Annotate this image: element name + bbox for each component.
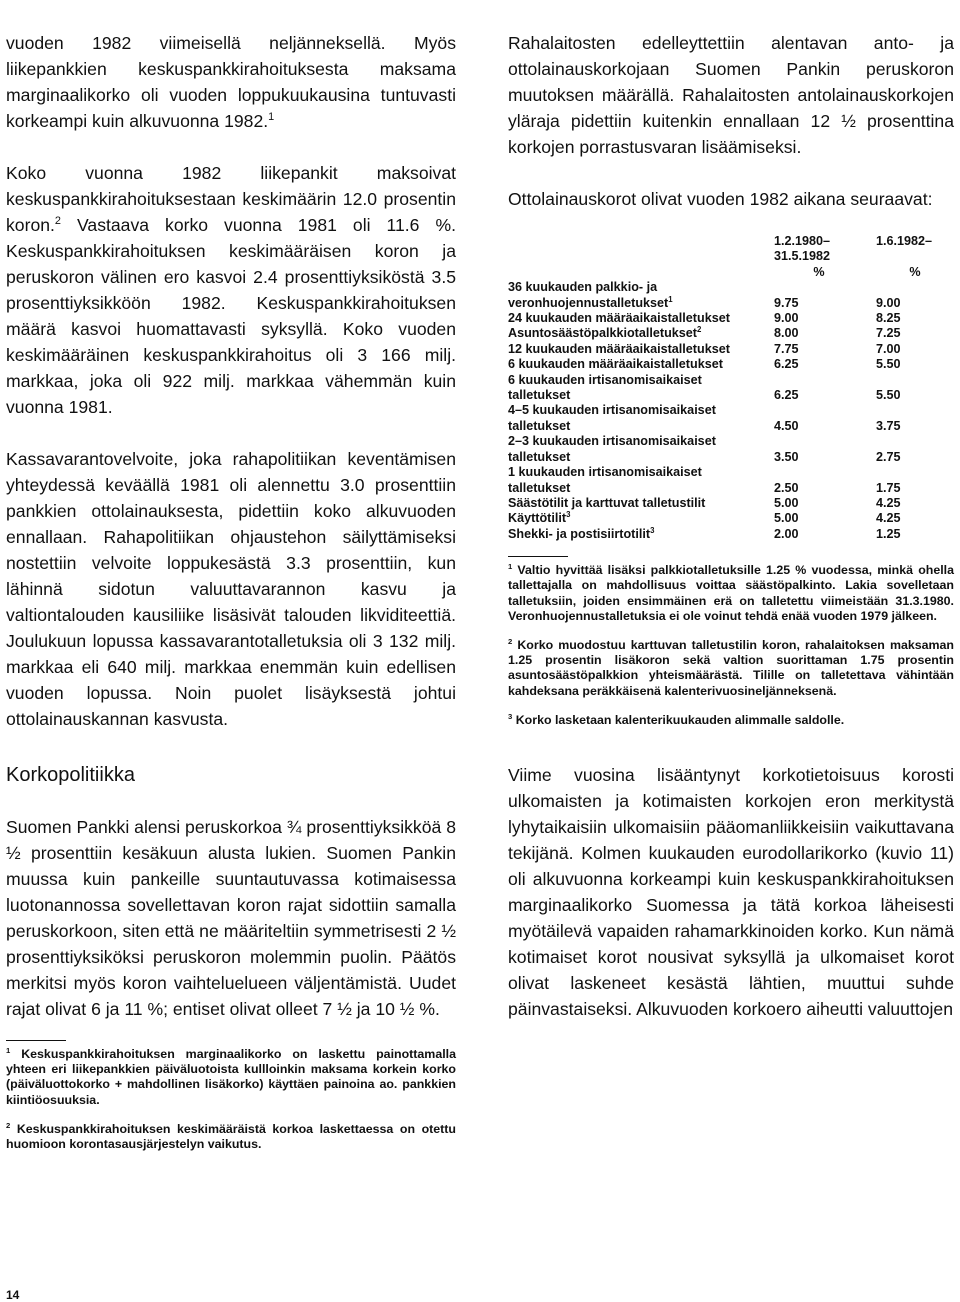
table-row-label-text: 6 kuukauden määräaikaistalletukset [508,357,723,372]
table-row-label [508,527,766,542]
table-row [508,511,954,526]
table-cell-rate-period-2: 4.25 [876,495,901,510]
table-row-label-text: Säästötilit ja karttuvat talletustilit [508,495,706,510]
table-row-label [508,326,766,341]
table-cell-rate-period-1: 4.50 [774,418,799,433]
right-column [508,30,954,1022]
table-header-row [508,234,954,265]
left-footnote-2-number: 2 [6,1120,11,1130]
table-cell-rate-period-1: 9.00 [774,311,799,326]
table-row-footnote-ref: 1 [668,294,673,304]
table-row [508,326,954,341]
right-footnote-1 [508,563,954,624]
table-row-label [508,280,766,311]
footnote-separator [6,1040,66,1041]
deposit-rates-table [508,234,954,542]
right-paragraph-2: Ottolainauskorot olivat vuoden 1982 aikana seuraavat: [508,189,933,209]
footnote-ref-2: 2 [54,215,61,228]
table-cell-rate-period-1: 5.00 [774,511,799,526]
table-cell-rate-period-2: 2.75 [876,449,901,464]
table-unit-1: % [813,264,825,279]
table-row-footnote-ref: 3 [650,525,655,535]
table-cell-rate-period-1: 2.00 [774,526,799,541]
table-cell-rate-period-1: 6.25 [774,388,799,403]
table-cell-rate-period-2: 4.25 [876,511,901,526]
table-cell-rate-period-1: 3.50 [774,449,799,464]
table-cell-rate-period-1: 7.75 [774,341,799,356]
table-row [508,373,954,404]
page-number: 14 [6,1288,20,1302]
table-cell-rate-period-2: 3.75 [876,418,901,433]
table-cell-rate-period-2: 8.25 [876,311,901,326]
right-footnote-3-number: 3 [508,711,513,721]
table-cell-rate-period-1: 8.00 [774,326,799,341]
table-row [508,403,954,434]
table-row-label-text: 24 kuukauden määräaikaistalletukset [508,311,730,326]
table-row [508,434,954,465]
left-paragraph-1 [6,30,456,134]
table-row-label-text: Asuntosäästöpalkkiotalletukset [508,326,697,341]
table-cell-rate-period-2: 5.50 [876,357,901,372]
table-row-footnote-ref: 2 [696,325,702,335]
table-row-label [508,511,766,526]
table-header-period-1: 1.2.1980– 31.5.1982 [774,234,831,264]
left-paragraph-3: Kassavarantovelvoite, joka rahapolitiikan keventämisen yhteydessä keväällä 1981 oli alennettu 3.0 prosenttiin pankkien ottolainauksesta, pidettiin koko alkuvuoden ennallaan. Rahapolitiikan ohjaustehon säilyttämiseksi nostettiin velvoite loppukesästä 3.3 prosenttiin, kun lähinnä sidotun valuuttavarannon kasvu ja valtiontalouden kausiliike lisäsivät talouden likviditeettiä. Joulukuun lopussa kassavarantotalletuksia oli 3 132 milj. markkaa eli 640 milj. markkaa enemmän kuin edellisen vuoden lopussa. Noin puolet lisäyksestä johtui ottolainauskannan kasvusta. [6,449,456,729]
table-cell-rate-period-2: 7.00 [876,341,901,356]
table-row-label-text: 1 kuukauden irtisanomisaikaiset talletukset [508,465,702,495]
table-cell-rate-period-2: 9.00 [876,295,901,310]
left-footnote-1 [6,1047,456,1108]
table-row [508,496,954,511]
left-paragraph-2 [6,160,456,420]
table-row-label [508,311,766,326]
deposit-rates-table-body [508,234,954,542]
table-row [508,527,954,542]
table-row [508,357,954,372]
right-footnote-2 [508,638,954,699]
table-row-label [508,434,766,465]
table-row-label-text: Shekki- ja postisiirtotilit [508,526,651,541]
table-cell-rate-period-2: 1.75 [876,480,901,495]
right-footnote-3-text: Korko lasketaan kalenterikuukauden alimmalle saldolle. [512,712,845,727]
left-footnote-2-text: Keskuspankkirahoituksen keskimääräistä korkoa laskettaessa on otettu huomioon korontasausjärjestelyn vaikutus. [6,1121,456,1152]
table-cell-rate-period-1: 5.00 [774,495,799,510]
table-unit-row [508,265,954,280]
table-header-label [508,234,766,265]
section-heading: Korkopolitiikka [6,764,135,786]
table-header-period-2: 1.6.1982– [876,234,933,248]
right-footnote-2-number: 2 [508,636,513,646]
table-row [508,465,954,496]
table-row-label-text: 12 kuukauden määräaikaistalletukset [508,341,730,356]
right-footnote-2-text: Korko muodostuu karttuvan talletustilin koron, rahalaitoksen maksaman 1.25 prosentin lisäkoron sekä valtion suorittaman 1.75 prosentin asuntosäästöpalkkion yhteismäärästä. Tilille on talletettava vähintään kahdeksana peräkkäisenä kalenterivuosineljänneksenä. [508,637,954,698]
table-unit-label [508,265,766,280]
table-row-label [508,357,766,372]
table-row-label [508,403,766,434]
left-paragraph-2-text-b: Vastaava korko vuonna 1981 oli 11.6 %. Keskuspankkirahoituksen keskimääräisen koron ja peruskoron välinen ero kasvoi 2.4 prosenttiyksiköstä 3.5 prosenttiyksikköön 1982. Keskuspankkirahoituksen määrä kasvoi huomattavasti syksyllä. Koko vuoden keskimääräinen keskuspankkirahoitus oli 3 166 milj. markkaa, joka oli 922 milj. markkaa vähemmän kuin vuonna 1981. [6,215,456,417]
footnote-ref-1: 1 [268,111,275,124]
table-cell-rate-period-2: 1.25 [876,526,901,541]
table-row [508,342,954,357]
table-row-label-text: 2–3 kuukauden irtisanomisaikaiset talletukset [508,434,716,464]
right-paragraph-1: Rahalaitosten edelleyttettiin alentavan anto- ja ottolainauskorkojaan Suomen Pankin peruskoron muutoksen määrällä. Rahalaitosten antolainauskorkojen yläraja pidettiin kuitenkin ennallaan 12 ½ prosenttina korkojen porrastusvaran lisäämiseksi. [508,33,954,157]
left-footnote-1-number: 1 [6,1045,11,1055]
table-row-label [508,342,766,357]
table-cell-rate-period-1: 6.25 [774,357,799,372]
right-footnote-separator [508,556,568,557]
left-footnote-2 [6,1122,456,1152]
table-row [508,311,954,326]
left-footnote-1-text: Keskuspankkirahoituksen marginaalikorko on laskettu painottamalla yhteen eri liikepankkien päiväluotoista kullloinkin maksama korkein korko (päiväluottokorko + mahdollinen lisäkorko) käyttäen painoina ao. pankkien kiintiöosuuksia. [6,1047,456,1107]
table-row [508,280,954,311]
right-footnote-1-text: Valtio hyvittää lisäksi palkkiotalletuksille 1.25 % vuodessa, minkä ohella tallettajalla on mahdollisuus voittaa säästöpalkinto. Lakia sovelletaan talletuksiin, joiden ensimmäinen erä on talletettu viimeistään 31.3.1980. Veronhuojennustalletuksia ei ole voinut tehdä enää vuoden 1979 jälkeen. [508,563,954,623]
left-column [6,30,456,1152]
table-cell-rate-period-2: 7.25 [876,326,901,341]
left-paragraph-4: Suomen Pankki alensi peruskorkoa ¾ prosenttiyksikköä 8 ½ prosenttiin kesäkuun alusta lukien. Suomen Pankin muussa kuin pankeille suuntautuvassa kotimaisessa luotonannossa sovellettavan koron rajat sidottiin samalla peruskorkoon, siten että ne määriteltiin symmetrisesti 2 ½ prosenttiyksiköksi peruskoron molemmin puolin. Päätös merkitsi myös koron vaihteluelueen väljentämistä. Uudet rajat olivat 6 ja 11 %; entiset olivat olleet 7 ½ ja 10 ½ %. [6,817,456,1019]
table-row-label [508,496,766,511]
right-paragraph-3: Viime vuosina lisääntynyt korkotietoisuus korosti ulkomaisten ja kotimaisten korkojen eron merkitystä lyhytaikaisiin ulkomaisiin pääomanliikkeisiin vaikuttavana tekijänä. Kolmen kuukauden eurodollarikorko (kuvio 11) oli alkuvuonna korkeampi kuin keskuspankkirahoituksen marginaalikorko Suomessa ja tätä korkoa läheisesti myötäilevä vapaiden rahamarkkinoiden korko. Kun nämä kotimaiset korot nousivat syksyllä ja ulkomaiset korot olivat laskeneet kesästä lähtien, muuttui suhde päinvastaiseksi. Alkuvuoden korkoero aiheutti valuuttojen [508,764,954,1019]
table-row-label-text: 36 kuukauden palkkio- ja veronhuojennustalletukset [508,280,669,310]
table-row-footnote-ref: 3 [566,510,571,520]
table-row-label-text: 6 kuukauden irtisanomisaikaiset talletukset [508,372,702,403]
table-cell-rate-period-2: 5.50 [876,388,901,403]
table-cell-rate-period-1: 2.50 [774,480,799,495]
table-row-label [508,373,766,404]
table-row-label-text: Käyttötilit [508,511,567,526]
table-row-label-text: 4–5 kuukauden irtisanomisaikaiset talletukset [508,403,716,433]
table-row-label [508,465,766,496]
table-unit-2: % [909,264,921,279]
table-cell-rate-period-1: 9.75 [774,295,799,310]
right-footnote-1-number: 1 [508,562,513,571]
left-paragraph-1-text: vuoden 1982 viimeisellä neljänneksellä. Myös liikepankkien keskuspankkirahoituksesta maksama marginaalikorko oli vuoden loppukuukausina tuntuvasti korkeampi kuin alkuvuonna 1982. [6,33,456,131]
right-footnote-3 [508,713,954,728]
left-paragraph-2-text-a: Koko vuonna 1982 liikepankit maksoivat keskuspankkirahoituksestaan keskimäärin 12.0 prosentin koron. [6,163,456,235]
